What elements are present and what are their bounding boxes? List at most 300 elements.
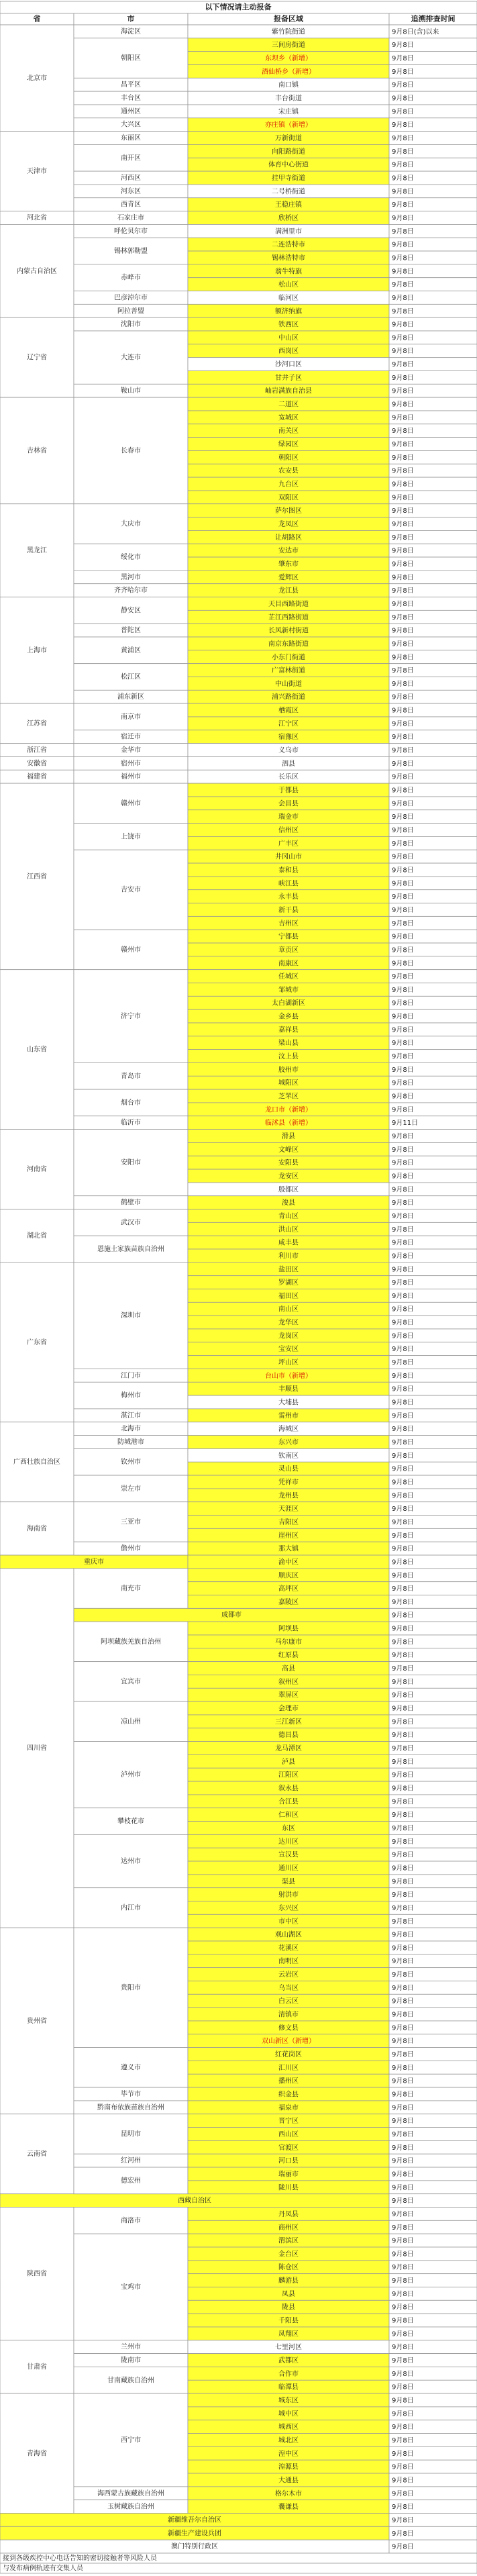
area-label: 合江县 xyxy=(278,1798,299,1806)
city-label: 静安区 xyxy=(121,607,141,615)
city-label: 鞍山市 xyxy=(121,387,141,395)
city-label: 黑河市 xyxy=(121,573,141,581)
area-label: 会理市 xyxy=(278,1705,299,1713)
area-label: 大埔县 xyxy=(278,1399,299,1407)
area-label: 吉阳区 xyxy=(278,1518,299,1526)
time-label: 9月8日 xyxy=(392,148,414,156)
province-label: 新疆维吾尔自治区 xyxy=(168,2516,221,2524)
time-label: 9月8日 xyxy=(392,1372,414,1380)
city-label: 凉山州 xyxy=(121,1718,141,1726)
time-label: 9月8日 xyxy=(392,307,414,315)
area-label: 盐田区 xyxy=(278,1266,299,1274)
area-label: 南关区 xyxy=(278,428,299,436)
area-label: 宝安区 xyxy=(278,1346,299,1354)
time-label: 9月8日 xyxy=(392,348,414,356)
area-label: 文峰区 xyxy=(278,1146,299,1154)
footnote-text: 接到各级疾控中心电话告知的密切接触者等风险人员 xyxy=(3,2555,157,2563)
city-label: 昌平区 xyxy=(121,81,141,89)
city-label: 上饶市 xyxy=(121,833,141,841)
time-label: 9月8日 xyxy=(392,1053,414,1061)
time-label: 9月8日 xyxy=(392,1279,414,1287)
city-label: 德宏州 xyxy=(121,2177,141,2185)
area-label: 顺庆区 xyxy=(278,1572,299,1580)
area-label: 爱辉区 xyxy=(278,574,299,582)
city-label: 烟台市 xyxy=(121,1099,141,1107)
time-label: 9月8日 xyxy=(392,1865,414,1873)
city-label: 崇左市 xyxy=(121,1485,141,1493)
time-label: 9月8日 xyxy=(392,1625,414,1633)
area-label: 临沭县（新增） xyxy=(265,1120,312,1128)
area-label: 松山区 xyxy=(278,281,299,289)
province-label: 北京市 xyxy=(27,75,47,83)
time-label: 9月8日 xyxy=(392,2490,414,2498)
province-label: 内蒙古自治区 xyxy=(17,267,57,275)
area-label: 嘉祥县 xyxy=(278,1026,299,1034)
time-label: 9月8日 xyxy=(392,999,414,1007)
area-label: 湟中区 xyxy=(278,2450,299,2458)
area-label: 那大镇 xyxy=(278,1545,299,1553)
city-label: 泸州市 xyxy=(121,1771,141,1779)
area-label: 龙江县 xyxy=(278,587,299,595)
city-label: 攀枝花市 xyxy=(117,1818,144,1826)
area-label: 福泉市 xyxy=(278,2104,299,2112)
time-label: 9月8日 xyxy=(392,2038,414,2046)
time-label: 9月8日 xyxy=(392,613,414,622)
area-label: 城西区 xyxy=(278,2424,299,2432)
area-label: 广丰区 xyxy=(278,840,299,848)
area-label: 南京东路街道 xyxy=(268,640,309,648)
time-label: 9月8日 xyxy=(392,428,414,436)
time-label: 9月8日 xyxy=(392,1319,414,1327)
city-label: 儋州市 xyxy=(121,1545,141,1553)
time-label: 9月8日 xyxy=(392,1745,414,1753)
time-label: 9月8日 xyxy=(392,933,414,941)
area-label: 于都县 xyxy=(278,787,299,795)
time-label: 9月8日 xyxy=(392,1146,414,1154)
time-label: 9月8日 xyxy=(392,1106,414,1114)
city-label: 南充市 xyxy=(121,1585,141,1593)
area-label: 宁都县 xyxy=(278,933,299,941)
province-label: 重庆市 xyxy=(84,1558,104,1566)
city-label: 松江区 xyxy=(121,673,141,681)
time-label: 9月8日 xyxy=(392,1812,414,1820)
time-label: 9月8日 xyxy=(392,760,414,768)
city-label: 浦东新区 xyxy=(117,693,144,701)
area-label: 瑞丽市 xyxy=(278,2171,299,2179)
area-label: 二道区 xyxy=(278,401,299,409)
city-label: 梅州市 xyxy=(121,1392,141,1400)
time-label: 9月8日 xyxy=(392,1904,414,1912)
time-label: 9月8日 xyxy=(392,813,414,822)
city-label: 商洛市 xyxy=(121,2217,141,2225)
area-label: 宋庄镇 xyxy=(278,108,299,116)
city-label: 深圳市 xyxy=(121,1312,141,1320)
time-label: 9月8日 xyxy=(392,2237,414,2245)
area-label: 射洪市 xyxy=(278,1891,299,1899)
city-label: 临沂市 xyxy=(121,1119,141,1127)
area-label: 龙州县 xyxy=(278,1492,299,1500)
area-label: 红原县 xyxy=(278,1652,299,1660)
city-label: 陇南市 xyxy=(121,2357,141,2365)
time-label: 9月8日 xyxy=(392,1013,414,1021)
area-label: 高县 xyxy=(282,1665,295,1673)
time-label: 9月8日 xyxy=(392,2250,414,2259)
city-label: 青岛市 xyxy=(121,1073,141,1081)
area-label: 满洲里市 xyxy=(275,228,302,236)
time-label: 9月8日 xyxy=(392,2436,414,2444)
time-label: 9月8日 xyxy=(392,2344,414,2352)
area-label: 罗湖区 xyxy=(278,1279,299,1287)
area-label: 额济纳旗 xyxy=(275,307,302,315)
area-label: 利川市 xyxy=(278,1252,299,1260)
time-label: 9月8日 xyxy=(392,2157,414,2165)
province-label: 天津市 xyxy=(27,168,47,176)
area-label: 陇县 xyxy=(282,2303,295,2312)
province-label: 四川省 xyxy=(27,1744,47,1752)
area-label: 通川区 xyxy=(278,1865,299,1873)
city-label: 阿坝藏族羌族自治州 xyxy=(101,1638,161,1646)
area-label: 肇东市 xyxy=(278,560,299,568)
province-label: 吉林省 xyxy=(27,447,47,455)
province-label: 河北省 xyxy=(27,214,47,222)
city-label: 赣州市 xyxy=(121,799,141,807)
time-label: 9月8日 xyxy=(392,2330,414,2338)
city-label: 南开区 xyxy=(121,154,141,162)
area-label: 龙马潭区 xyxy=(275,1745,302,1753)
area-label: 绿园区 xyxy=(278,441,299,449)
city-label: 湛江市 xyxy=(121,1411,141,1420)
area-label: 邹城市 xyxy=(278,986,299,994)
area-label: 长风新村街道 xyxy=(268,627,309,635)
time-label: 9月8日 xyxy=(392,946,414,954)
area-label: 晋宁区 xyxy=(278,2118,299,2126)
city-label: 黄浦区 xyxy=(121,646,141,654)
time-label: 9月8日 xyxy=(392,1984,414,1992)
time-label: 9月8日 xyxy=(392,2144,414,2152)
time-label: 9月8日 xyxy=(392,2104,414,2112)
city-label: 南京市 xyxy=(121,713,141,721)
city-label: 普陀区 xyxy=(121,627,141,635)
time-label: 9月8日 xyxy=(392,1518,414,1526)
footnote-text: 与发布病例轨迹有交集人员 xyxy=(3,2565,83,2573)
province-label: 澳门特别行政区 xyxy=(171,2543,218,2551)
time-label: 9月8日 xyxy=(392,1678,414,1686)
time-label: 9月8日 xyxy=(392,2477,414,2485)
area-label: 凭祥市 xyxy=(278,1479,299,1487)
city-label: 吉安市 xyxy=(121,886,141,894)
province-label: 广东省 xyxy=(27,1338,47,1346)
time-label: 9月8日 xyxy=(392,1598,414,1606)
area-label: 雷州市 xyxy=(278,1412,299,1420)
area-label: 城中区 xyxy=(278,2410,299,2418)
province-label: 广西壮族自治区 xyxy=(13,1458,60,1467)
time-label: 9月8日 xyxy=(392,1732,414,1740)
area-label: 信州区 xyxy=(278,826,299,834)
area-label: 阿坝县 xyxy=(278,1625,299,1633)
time-label: 9月8日(含)以来 xyxy=(392,28,439,36)
area-label: 南口镇 xyxy=(278,81,299,89)
time-label: 9月8日 xyxy=(392,281,414,289)
time-label: 9月8日 xyxy=(392,853,414,861)
time-label: 9月8日 xyxy=(392,161,414,169)
time-label: 9月8日 xyxy=(392,188,414,196)
time-label: 9月8日 xyxy=(392,2424,414,2432)
time-label: 9月8日 xyxy=(392,2370,414,2378)
city-label: 赣州市 xyxy=(121,946,141,954)
area-label: 萨尔图区 xyxy=(275,507,302,515)
city-label: 宿州市 xyxy=(121,760,141,768)
area-label: 朝阳区 xyxy=(278,454,299,462)
time-label: 9月8日 xyxy=(392,414,414,422)
area-label: 城东区 xyxy=(278,2397,299,2405)
city-label: 齐齐哈尔市 xyxy=(114,587,148,595)
area-label: 宿豫区 xyxy=(278,734,299,742)
province-label: 黑龙江 xyxy=(27,547,47,555)
time-label: 9月8日 xyxy=(392,481,414,489)
area-label: 修文县 xyxy=(278,2024,299,2032)
area-label: 九台区 xyxy=(278,481,299,489)
time-label: 9月8日 xyxy=(392,1212,414,1220)
area-label: 锡林浩特市 xyxy=(272,254,305,262)
province-label: 海南省 xyxy=(27,1525,47,1533)
time-label: 9月8日 xyxy=(392,2011,414,2019)
area-label: 河口县 xyxy=(278,2157,299,2165)
time-label: 9月8日 xyxy=(392,2064,414,2072)
time-label: 9月8日 xyxy=(392,1239,414,1247)
time-label: 9月8日 xyxy=(392,707,414,715)
time-label: 9月8日 xyxy=(392,1385,414,1393)
time-label: 9月8日 xyxy=(392,973,414,981)
area-label: 挂甲寺街道 xyxy=(272,175,305,183)
area-label: 亦庄镇（新增） xyxy=(265,121,312,130)
time-label: 9月8日 xyxy=(392,454,414,462)
area-label: 浚县 xyxy=(282,1199,295,1207)
time-label: 9月8日 xyxy=(392,2504,414,2512)
area-label: 龙华区 xyxy=(278,1319,299,1327)
time-label: 9月8日 xyxy=(392,2543,414,2551)
area-label: 临潭县 xyxy=(278,2383,299,2391)
area-label: 播州区 xyxy=(278,2077,299,2085)
time-label: 9月8日 xyxy=(392,1758,414,1766)
area-label: 宽城区 xyxy=(278,414,299,422)
area-label: 江阳区 xyxy=(278,1771,299,1779)
time-label: 9月8日 xyxy=(392,2024,414,2032)
city-label: 金华市 xyxy=(121,746,141,754)
time-label: 9月8日 xyxy=(392,1479,414,1487)
city-label: 贵阳市 xyxy=(121,1984,141,1992)
area-label: 芝罘区 xyxy=(278,1093,299,1101)
time-label: 9月8日 xyxy=(392,361,414,369)
time-label: 9月8日 xyxy=(392,1997,414,2005)
time-label: 9月8日 xyxy=(392,2184,414,2192)
city-label: 北海市 xyxy=(121,1425,141,1433)
area-label: 西岗区 xyxy=(278,348,299,356)
time-label: 9月8日 xyxy=(392,2277,414,2285)
time-label: 9月8日 xyxy=(392,1958,414,1966)
city-label: 恩施土家族苗族自治州 xyxy=(97,1246,164,1254)
time-label: 9月8日 xyxy=(392,467,414,475)
area-label: 中山街道 xyxy=(275,680,302,688)
time-label: 9月8日 xyxy=(392,747,414,755)
time-label: 9月8日 xyxy=(392,2091,414,2099)
time-label: 9月8日 xyxy=(392,654,414,662)
area-label: 铁西区 xyxy=(278,321,299,329)
area-label: 岫岩满族自治县 xyxy=(265,387,312,395)
city-label: 东丽区 xyxy=(121,134,141,142)
area-label: 武都区 xyxy=(278,2357,299,2365)
city-label: 黔南布依族苗族自治州 xyxy=(97,2103,164,2112)
city-label: 西宁市 xyxy=(121,2436,141,2444)
time-label: 9月8日 xyxy=(392,334,414,342)
area-label: 东区 xyxy=(282,1824,295,1832)
time-label: 9月8日 xyxy=(392,2224,414,2232)
city-label: 河西区 xyxy=(121,175,141,183)
time-label: 9月8日 xyxy=(392,880,414,888)
time-label: 9月8日 xyxy=(392,893,414,901)
time-label: 9月8日 xyxy=(392,734,414,742)
area-label: 汇川区 xyxy=(278,2064,299,2072)
time-label: 9月8日 xyxy=(392,1173,414,1181)
time-label: 9月8日 xyxy=(392,2210,414,2218)
area-label: 小东门街道 xyxy=(272,654,305,662)
area-label: 二号桥街道 xyxy=(272,188,305,196)
time-label: 9月8日 xyxy=(392,2530,414,2538)
time-label: 9月8日 xyxy=(392,68,414,76)
header-1: 市 xyxy=(127,14,135,23)
time-label: 9月8日 xyxy=(392,906,414,914)
area-label: 南康区 xyxy=(278,960,299,968)
time-label: 9月8日 xyxy=(392,693,414,701)
area-label: 嘉陵区 xyxy=(278,1598,299,1606)
time-label: 9月8日 xyxy=(392,787,414,795)
city-label: 鹤壁市 xyxy=(121,1199,141,1207)
area-label: 泰和县 xyxy=(278,866,299,875)
time-label: 9月8日 xyxy=(392,1332,414,1340)
area-label: 云岩区 xyxy=(278,1971,299,1979)
time-label: 9月8日 xyxy=(392,1492,414,1500)
time-label: 9月8日 xyxy=(392,1439,414,1447)
area-label: 织金县 xyxy=(278,2091,299,2099)
city-label: 防城港市 xyxy=(117,1438,144,1446)
time-label: 9月8日 xyxy=(392,1465,414,1473)
area-label: 台山市（新增） xyxy=(265,1372,312,1380)
time-label: 9月8日 xyxy=(392,2397,414,2405)
time-label: 9月8日 xyxy=(392,401,414,409)
province-label: 辽宁省 xyxy=(27,354,47,362)
time-label: 9月8日 xyxy=(392,1292,414,1300)
time-label: 9月8日 xyxy=(392,294,414,302)
time-label: 9月8日 xyxy=(392,1931,414,1939)
time-label: 9月8日 xyxy=(392,2463,414,2471)
time-label: 9月8日 xyxy=(392,268,414,276)
city-label: 朝阳区 xyxy=(121,54,141,62)
time-label: 9月8日 xyxy=(392,866,414,875)
city-label: 昆明市 xyxy=(121,2130,141,2138)
province-label: 河南省 xyxy=(27,1166,47,1174)
city-label: 河东区 xyxy=(121,187,141,195)
area-label: 青山区 xyxy=(278,1212,299,1220)
time-label: 9月8日 xyxy=(392,214,414,222)
area-label: 合作市 xyxy=(278,2370,299,2378)
area-label: 天目西路街道 xyxy=(268,600,309,608)
province-label: 西藏自治区 xyxy=(178,2197,211,2205)
province-label: 湖北省 xyxy=(27,1232,47,1240)
area-label: 江宁区 xyxy=(278,720,299,728)
city-label: 遵义市 xyxy=(121,2064,141,2072)
area-label: 西山区 xyxy=(278,2130,299,2138)
area-label: 二连浩特市 xyxy=(272,241,305,249)
time-label: 9月8日 xyxy=(392,600,414,608)
area-label: 临河区 xyxy=(278,294,299,302)
city-label: 甘南藏族自治州 xyxy=(107,2377,154,2385)
time-label: 9月8日 xyxy=(392,441,414,449)
time-label: 9月8日 xyxy=(392,494,414,502)
area-label: 会昌县 xyxy=(278,800,299,808)
area-label: 汶上县 xyxy=(278,1053,299,1061)
city-label: 安阳市 xyxy=(121,1159,141,1167)
header-0: 省 xyxy=(33,14,41,23)
city-label: 绥化市 xyxy=(121,554,141,562)
time-label: 9月8日 xyxy=(392,1785,414,1793)
area-label: 泗县 xyxy=(282,760,295,768)
area-label: 永丰县 xyxy=(278,893,299,901)
area-label: 殷都区 xyxy=(278,1186,299,1194)
area-label: 王稳庄镇 xyxy=(275,201,302,209)
area-label: 东兴市 xyxy=(278,1439,299,1447)
time-label: 9月8日 xyxy=(392,1824,414,1832)
city-label: 宝鸡市 xyxy=(121,2283,141,2291)
province-label: 安徽省 xyxy=(27,760,47,768)
city-label: 海西蒙古族藏族自治州 xyxy=(97,2489,164,2497)
area-label: 胶州市 xyxy=(278,1066,299,1074)
area-label: 宣汉县 xyxy=(278,1851,299,1859)
city-label: 济宁市 xyxy=(121,1013,141,1021)
area-label: 丰顺县 xyxy=(278,1385,299,1393)
time-label: 9月8日 xyxy=(392,534,414,542)
time-label: 9月8日 xyxy=(392,95,414,103)
area-label: 金乡县 xyxy=(278,1013,299,1021)
area-label: 泸县 xyxy=(282,1758,295,1766)
city-label: 大庆市 xyxy=(121,520,141,528)
area-label: 农安县 xyxy=(278,467,299,475)
time-label: 9月8日 xyxy=(392,121,414,130)
time-label: 9月8日 xyxy=(392,1132,414,1140)
time-label: 9月8日 xyxy=(392,627,414,635)
area-label: 凤县 xyxy=(282,2290,295,2298)
area-label: 七里河区 xyxy=(275,2344,302,2352)
time-label: 9月8日 xyxy=(392,1585,414,1593)
city-label: 玉树藏族自治州 xyxy=(107,2503,154,2511)
time-label: 9月8日 xyxy=(392,2450,414,2458)
area-label: 万新街道 xyxy=(275,135,302,143)
province-label: 新疆生产建设兵团 xyxy=(168,2530,221,2538)
area-label: 城北区 xyxy=(278,2436,299,2444)
city-label: 福州市 xyxy=(121,773,141,781)
area-label: 酒仙桥乡（新增） xyxy=(262,68,315,76)
time-label: 9月8日 xyxy=(392,1412,414,1420)
time-label: 9月8日 xyxy=(392,507,414,515)
city-label: 沈阳市 xyxy=(121,321,141,329)
time-label: 9月8日 xyxy=(392,1026,414,1034)
province-label: 云南省 xyxy=(27,2150,47,2159)
header-3: 追溯排查时间 xyxy=(411,14,456,23)
time-label: 9月8日 xyxy=(392,2197,414,2206)
area-label: 长乐区 xyxy=(278,773,299,781)
time-label: 9月8日 xyxy=(392,254,414,262)
time-label: 9月8日 xyxy=(392,1612,414,1620)
time-label: 9月8日 xyxy=(392,2264,414,2272)
time-label: 9月8日 xyxy=(392,1426,414,1434)
